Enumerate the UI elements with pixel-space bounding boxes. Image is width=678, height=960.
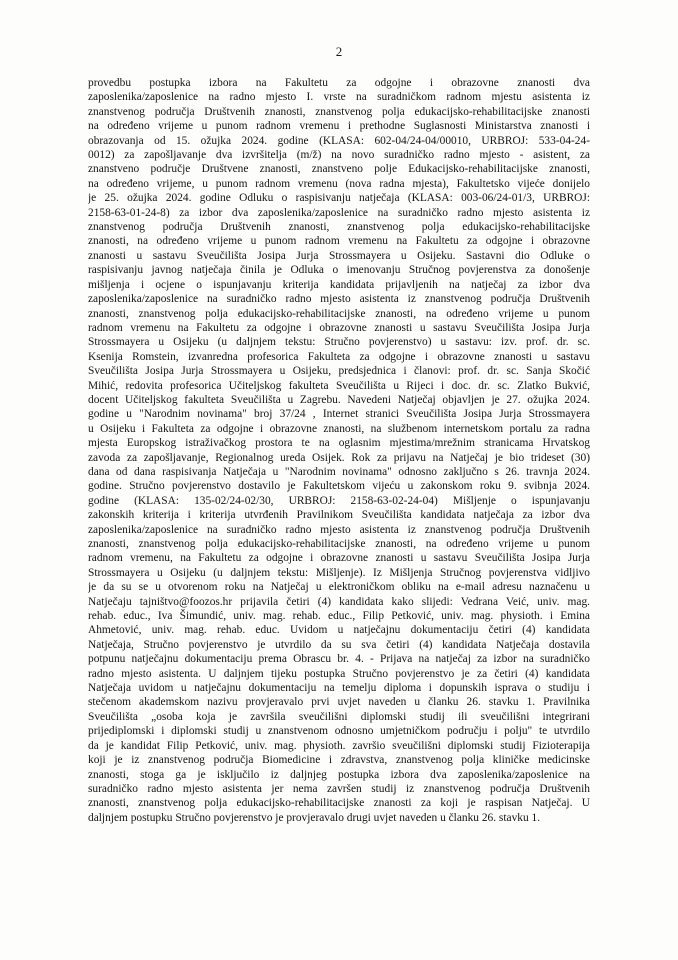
text-line: godine. Stručno povjerenstvo dostavilo je Fakultetskom vijeću u zakonskom roku 9. svibnja 2024. — [88, 480, 590, 493]
text-line: rehab. educ., Iva Šimundić, univ. mag. rehab. educ., Filip Petković, univ. mag. physioth. i Emina — [88, 610, 590, 623]
text-line: godine u "Narodnim novinama" broj 37/24 , Internet stranici Sveučilišta Josipa Jurja Strossmayera — [88, 408, 590, 421]
text-line: radno mjesto asistenta. U daljnjem tijeku postupka Stručno povjerenstvo je za četiri (4) kandidata — [88, 667, 590, 680]
text-line: znanosti, stoga ga je isključilo iz daljnjeg postupka izbora dva zaposlenika/zaposlenice na — [88, 768, 590, 781]
text-line: znanosti, znanstvenog polja edukacijsko-rehabilitacijske znanosti, na određeno vrijeme u punom — [88, 538, 590, 550]
text-line: raspisivanju javnog natječaja činila je Odluka o imenovanju Stručnog povjerenstva za donošenje — [88, 264, 590, 277]
text-line: Natječaju tajništvo@foozos.hr prijavila četiri (4) kandidata kako slijedi: Vedrana Veić, univ. mag. — [88, 595, 590, 608]
text-line: provedbu postupka izbora na Fakultetu za odgojne i obrazovne znanosti dva — [88, 77, 590, 89]
text-line: zavoda za zapošljavanje, Regionalnog ureda Osijek. Rok za prijavu na Natječaj je bio trideset (30) — [88, 451, 590, 464]
text-line: Ksenija Romstein, izvanredna profesorica Fakulteta za odgojne i obrazovne znanosti u sastavu — [88, 350, 590, 363]
text-line: prijediplomski i diplomski studij u znanstvenom odnosno umjetničkom području i polju" te utvrdilo — [88, 725, 590, 738]
text-line: stečenom akademskom nazivu provjeravalo prvi uvjet naveden u članku 26. stavku 1. Pravilnika — [88, 696, 590, 709]
text-line: na određeno vrijeme, u punom radnom vremenu (nova radna mjesta), Fakultetsko vijeće donijelo — [88, 177, 590, 190]
text-line: daljnjem postupku Stručno povjerenstvo je provjeravalo drugi uvjet naveden u članku 26. stavku 1. — [88, 811, 541, 824]
text-line: u Osijeku i Fakulteta za odgojne i obrazovne znanosti, na službenom internetskom portalu za radna — [88, 422, 590, 435]
text-line: zaposlenika/zaposlenice na suradničko radno mjesto asistenta iz znanstvenog područja Društvenih — [88, 293, 590, 306]
text-line: Natječaja uvidom u natječajnu dokumentaciju na temelju diploma i dopunskih isprava o studiju i — [88, 682, 590, 695]
text-line: docent Učiteljskog fakulteta Sveučilišta u Zagrebu. Navedeni Natječaj objavljen je 27. ožujka 2024. — [88, 393, 590, 406]
text-line: radnom vremenu, na Fakultetu za odgojne i obrazovne znanosti u sastavu Sveučilišta Josipa Jurja — [88, 552, 590, 565]
text-line: zakonskih kriterija i kriterija utvrđenih Pravilnikom Sveučilišta kandidata natječaja za izbor dva — [88, 509, 590, 522]
text-line: zaposlenika/zaposlenice na suradničko radno mjesto asistenta iz znanstvenog područja Društvenih — [88, 523, 590, 536]
text-line: je 25. ožujka 2024. godine Odluku o raspisivanju natječaja (KLASA: 003-06/24-01/3, URBROJ: — [88, 192, 590, 205]
text-line: znanstvenog područja Društvenih znanosti, znanstvenog polja edukacijsko-rehabilitacijske znanosti — [88, 105, 590, 118]
text-line: znanosti u sastavu Sveučilišta Josipa Jurja Strossmayera u Osijeku. Sastavni dio Odluke o — [88, 249, 590, 262]
text-line: 0012) za zapošljavanje dva izvršitelja (m/ž) na novo suradničko radno mjesto - asistent, za — [88, 149, 590, 162]
text-line: Mihić, redovita profesorica Učiteljskog fakulteta Sveučilišta u Rijeci i doc. dr. sc. Zlatko Bukvić, — [88, 379, 590, 392]
text-line: znanosti, na određeno vrijeme u punom radnom vremenu na Fakultetu za odgojne i obrazovne — [88, 235, 590, 248]
text-line: 2158-63-01-24-8) za izbor dva zaposlenika/zaposlenice na suradničko radno mjesto asistenta iz — [88, 206, 590, 219]
text-line: mišljenja i ocjene o ispunjavanju kriterija kandidata prijavljenih na natječaj za izbor dva — [88, 278, 590, 291]
text-line: znanstveno područje Društvene znanosti, znanstveno polje Edukacijsko-rehabilitacijske znanosti, — [88, 163, 590, 176]
text-line: potpunu natječajnu dokumentaciju prema Obrascu br. 4. - Prijava na natječaj za izbor na suradničko — [88, 653, 590, 666]
text-line: znanosti, znanstvenog polja edukacijsko-rehabilitacijske znanosti za koji je raspisan Natječaj. U — [88, 797, 590, 810]
text-line: mjesta Europskog istraživačkog prostora te na oglasnim mjestima/mrežnim stranicama Hrvatskog — [88, 437, 590, 450]
text-line: zaposlenika/zaposlenice na radno mjesto I. vrste na suradničkom radnom mjestu asistenta iz — [88, 91, 590, 104]
text-line: Sveučilišta „osoba koja je završila sveučilišni diplomski studij ili sveučilišni integrirani — [88, 710, 590, 723]
text-line: na određeno vrijeme u punom radnom vremenu i prethodne Suglasnosti Ministarstva znanosti i — [88, 120, 590, 133]
text-line: koji je iz znanstvenog područja Biomedicine i zdravstva, znanstvenog polja kliničke medicinske — [88, 754, 590, 767]
text-line: Natječaja, Stručno povjerenstvo je utvrdilo da su sva četiri (4) kandidata Natječaja dostavila — [88, 638, 590, 651]
text-line: Sveučilišta Josipa Jurja Strossmayera u Osijeku, predsjednica i članovi: prof. dr. sc. Sanja Skočić — [88, 365, 590, 378]
text-line: znanstvenog područja Društvenih znanosti, znanstvenog polja edukacijsko-rehabilitacijske — [88, 221, 590, 234]
text-line: obrazovanja od 15. ožujka 2024. godine (KLASA: 602-04/24-04/00010, URBROJ: 533-04-24- — [88, 134, 590, 147]
text-line: znanosti, znanstvenog polja edukacijsko-rehabilitacijske znanosti, na određeno vrijeme u punom — [88, 307, 590, 320]
text-line: suradničko radno mjesto asistenta jer nema završen studij iz znanstvenog područja Društvenih — [88, 782, 590, 795]
text-line: Strossmayera u Osijeku (u daljnjem tekstu: Mišljenje). Iz Mišljenja Stručnog povjerenstva vidljivo — [88, 566, 590, 579]
text-line: da je kandidat Filip Petković, univ. mag. physioth. završio sveučilišni diplomski studij Fizioterapija — [88, 739, 590, 752]
text-line: dana od dana raspisivanja Natječaja u "Narodnim novinama" odnosno zaključno s 26. travnja 2024. — [88, 465, 590, 478]
text-line: je da su se u otvorenom roku na Natječaj u elektroničkom obliku na e-mail adresu naznačenu u — [88, 581, 590, 594]
text-line: radnom vremenu na Fakultetu za odgojne i obrazovne znanosti u sastavu Sveučilišta Josipa Jurja — [88, 321, 590, 334]
text-line: Ahmetović, univ. mag. rehab. educ. Uvidom u natječajnu dokumentaciju četiri (4) kandidata — [88, 624, 590, 637]
text-line: Strossmayera u Osijeku (u daljnjem tekstu: Stručno povjerenstvo) u sastavu: izv. prof. dr. sc. — [88, 336, 590, 349]
text-line: godine (KLASA: 135-02/24-02/30, URBROJ: 2158-63-02-24-04) Mišljenje o ispunjavanju — [88, 494, 590, 507]
body-paragraph — [88, 76, 590, 825]
page-number: 2 — [335, 44, 343, 59]
